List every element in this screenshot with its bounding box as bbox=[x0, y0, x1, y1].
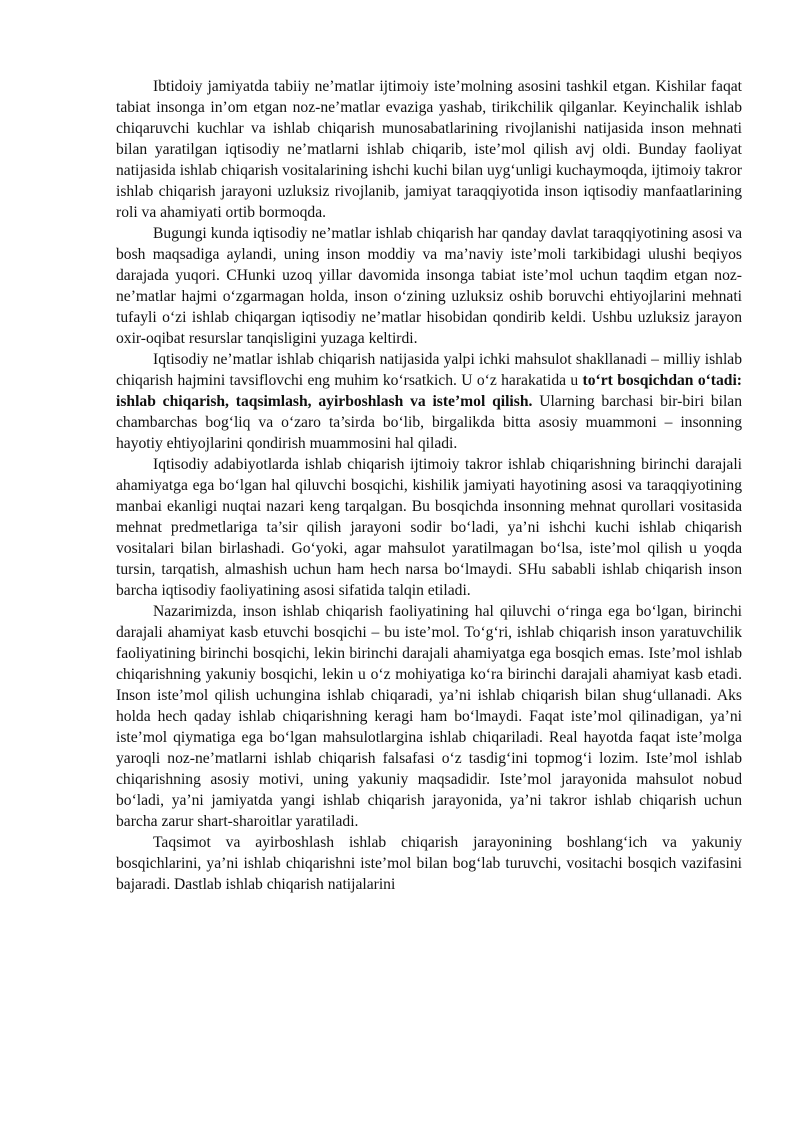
paragraph-1: Ibtidoiy jamiyatda tabiiy ne’matlar ijtimoiy iste’molning asosini tashkil etgan. Kishilar faqat tabiat insonga in’om etgan noz-ne’matlar evaziga yashab, tirikchilik qilganlar. Keyinchalik ishlab chiqaruvchi kuchlar va ishlab chiqarish munosabatlarining rivojlanishi natijasida inson mehnati bilan yaratilgan iqtisodiy ne’matlarni ishlab chiqarib, iste’mol qilish avj oldi. Bunday faoliyat natijasida ishlab chiqarish vositalarining ishchi kuchi bilan uyg‘unligi kuchaymoqda, ijtimoiy takror ishlab chiqarish jarayoni uzluksiz rivojlanib, jamiyat taraqqiyotida inson iqtisodiy manfaatlarining roli va ahamiyati ortib bormoqda. bbox=[116, 78, 742, 221]
paragraph-3-text-before: Iqtisodiy ne’matlar ishlab chiqarish natijasida yalpi ichki mahsulot shakllanadi – milliy ishlab chiqarish hajmini tavsiflovchi eng muhim ko‘rsatkich. U o‘z harakatida u bbox=[116, 351, 742, 389]
paragraph-3-text-after: Ularning barchasi bir-biri bilan chambarchas bog‘liq va o‘zaro ta’sirda bo‘lib, birgalikda bitta asosiy muammoni – insonning hayotiy ehtiyojlarini qondirish muammosini hal qiladi. bbox=[116, 393, 742, 452]
paragraph-3 bbox=[116, 349, 742, 454]
paragraph-5: Nazarimizda, inson ishlab chiqarish faoliyatining hal qiluvchi o‘ringa ega bo‘lgan, birinchi darajali ahamiyat kasb etuvchi bosqichi – bu iste’mol. To‘g‘ri, ishlab chiqarish inson yaratuvchilik faoliyatining birinchi bosqichi, lekin birinchi darajali ahamiyatga ega bosqich emas. Iste’mol ishlab chiqarishning yakuniy bosqichi, lekin u o‘z mohiyatiga ko‘ra birinchi darajali ahamiyat kasb etadi. Inson iste’mol qilish uchungina ishlab chiqaradi, ya’ni ishlab chiqarish bilan shug‘ullanadi. Aks holda hech qaday ishlab chiqarishning keragi ham bo‘lmaydi. Faqat iste’mol qilinadigan, ya’ni iste’mol qiymatiga ega bo‘lgan mahsulotlargina ishlab chiqariladi. Real hayotda faqat iste’molga yaroqli noz-ne’matlarni ishlab chiqarish falsafasi o‘z tasdig‘ini topmog‘i lozim. Iste’mol ishlab chiqarishning asosiy motivi, uning yakuniy maqsadidir. Iste’mol jarayonida mahsulot nobud bo‘ladi, ya’ni jamiyatda yangi ishlab chiqarish jarayonida, ya’ni takror ishlab chiqarish uchun barcha zarur shart-sharoitlar yaratiladi. bbox=[116, 603, 742, 830]
document-page bbox=[116, 76, 742, 895]
paragraph-2: Bugungi kunda iqtisodiy ne’matlar ishlab chiqarish har qanday davlat taraqqiyotining asosi va bosh maqsadiga aylandi, uning inson moddiy va ma’naviy iste’moli tarkibidagi ulushi beqiyos darajada yuqori. CHunki uzoq yillar davomida insonga tabiat iste’mol uchun taqdim etgan noz-ne’matlar hajmi o‘zgarmagan holda, inson o‘zining uzluksiz oshib boruvchi ehtiyojlarini mehnati tufayli o‘zi ishlab chiqargan iqtisodiy ne’matlar hisobidan qondirib keldi. Ushbu uzluksiz jarayon oxir-oqibat resurslar tanqisligini yuzaga keltirdi. bbox=[116, 225, 742, 347]
paragraph-6: Taqsimot va ayirboshlash ishlab chiqarish jarayonining boshlang‘ich va yakuniy bosqichlarini, ya’ni ishlab chiqarishni iste’mol bilan bog‘lab turuvchi, vositachi bosqich vazifasini bajaradi. Dastlab ishlab chiqarish natijalarini bbox=[116, 834, 742, 893]
paragraph-3-bold-stages: to‘rt bosqichdan o‘tadi: ishlab chiqarish, taqsimlash, ayirboshlash va iste’mol qilish. bbox=[116, 372, 742, 410]
paragraph-4: Iqtisodiy adabiyotlarda ishlab chiqarish ijtimoiy takror ishlab chiqarishning birinchi darajali ahamiyatga ega bo‘lgan hal qiluvchi bosqichi, kishilik jamiyati hayotining asosi va taraqqiyotining manbai ekanligi nuqtai nazari keng tarqalgan. Bu bosqichda insonning mehnat qurollari vositasida mehnat predmetlariga ta’sir qilish jarayoni sodir bo‘ladi, ya’ni ishchi kuchi ishlab chiqarish vositalari bilan birlashadi. Go‘yoki, agar mahsulot yaratilmagan bo‘lsa, iste’mol qilish u yoqda tursin, tarqatish, almashish uchun ham hech narsa bo‘lmaydi. SHu sababli ishlab chiqarish inson barcha iqtisodiy faoliyatining asosi sifatida talqin etiladi. bbox=[116, 456, 742, 599]
